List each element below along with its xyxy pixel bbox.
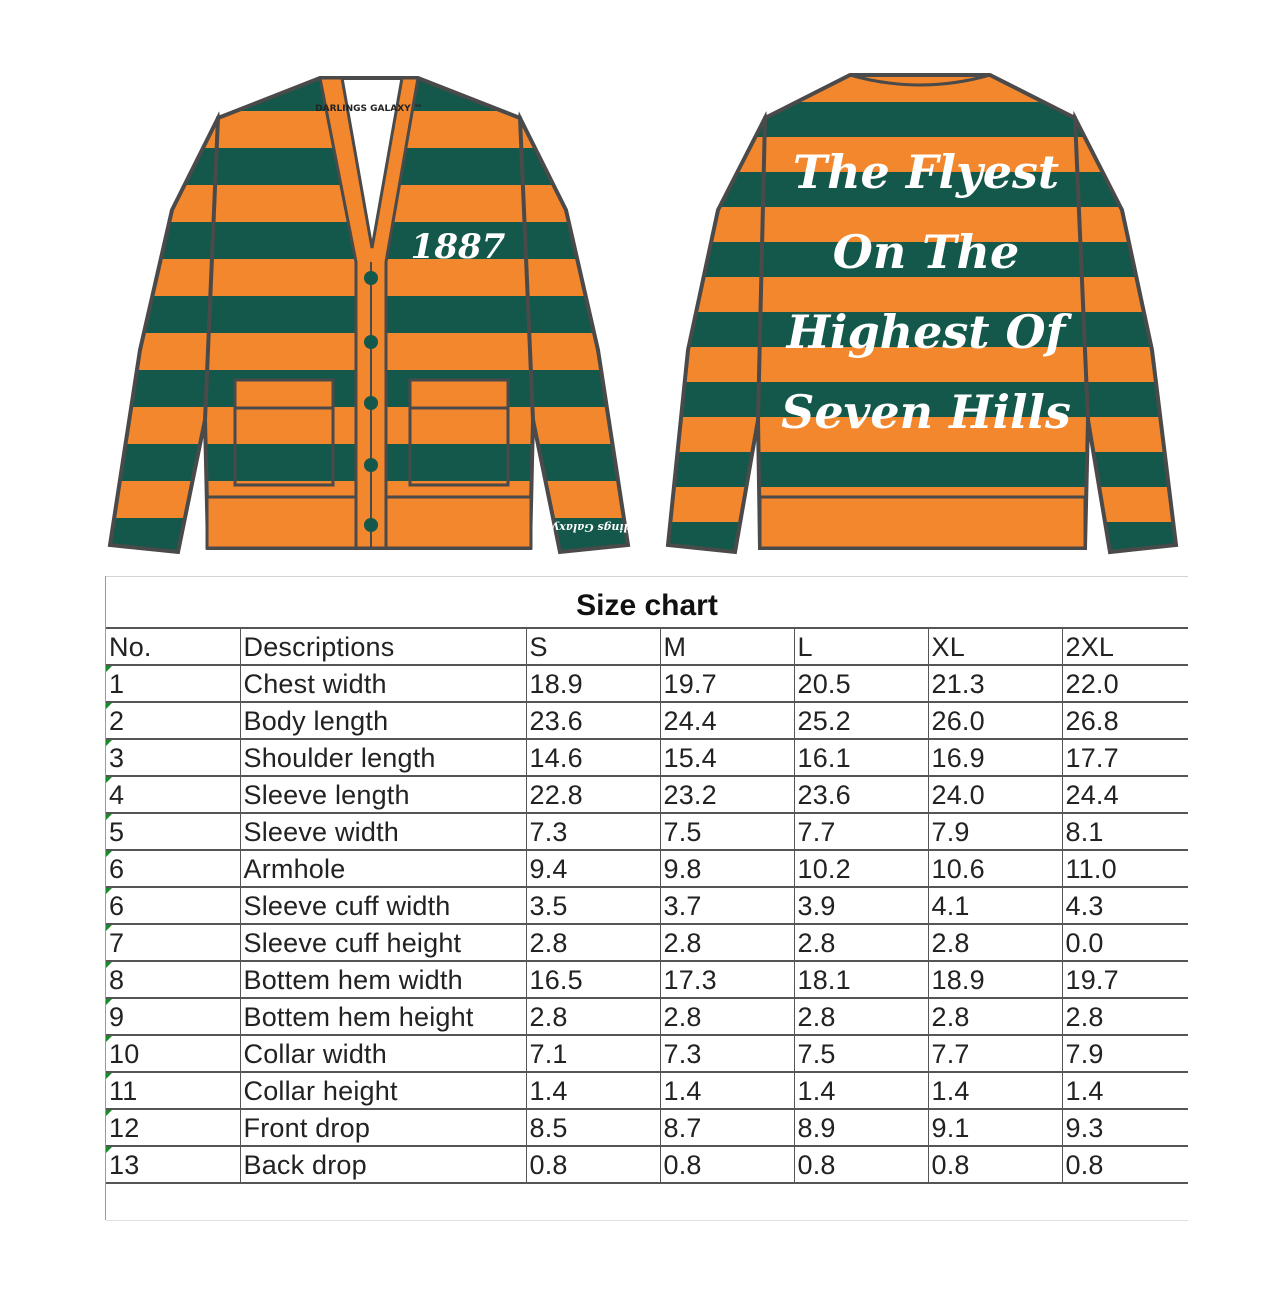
table-row: [106, 702, 1188, 739]
row-number-cell: 7: [106, 924, 240, 961]
size-value-cell: 8.7: [660, 1109, 794, 1146]
row-number-cell: 9: [106, 998, 240, 1035]
back-slogan-line: Highest Of: [786, 305, 1066, 359]
column-header: Descriptions: [240, 628, 526, 665]
size-value-cell: 19.7: [660, 665, 794, 702]
table-body: [106, 665, 1188, 1183]
size-value-cell: 0.0: [1062, 924, 1188, 961]
back-cardigan: [668, 75, 1176, 552]
size-value-cell: 8.5: [526, 1109, 660, 1146]
front-cuff-label: Darlings Galaxy™: [541, 521, 651, 534]
row-number-cell: 10: [106, 1035, 240, 1072]
size-value-cell: 14.6: [526, 739, 660, 776]
size-value-cell: 26.8: [1062, 702, 1188, 739]
back-slogan-line: Seven Hills: [781, 385, 1071, 439]
size-value-cell: 7.3: [526, 813, 660, 850]
size-value-cell: 3.7: [660, 887, 794, 924]
size-value-cell: 16.9: [928, 739, 1062, 776]
description-cell: Bottem hem width: [240, 961, 526, 998]
size-value-cell: 2.8: [660, 998, 794, 1035]
description-cell: Shoulder length: [240, 739, 526, 776]
table-row: [106, 813, 1188, 850]
cardigan-illustrations: [0, 0, 1284, 570]
front-neck-tag: DARLINGS GALAXY ™: [315, 104, 423, 114]
size-value-cell: 9.4: [526, 850, 660, 887]
table-row: [106, 961, 1188, 998]
table-row: [106, 850, 1188, 887]
front-button: [364, 335, 378, 349]
size-value-cell: 25.2: [794, 702, 928, 739]
description-cell: Front drop: [240, 1109, 526, 1146]
description-cell: Collar height: [240, 1072, 526, 1109]
back-hem-band: [760, 497, 1085, 548]
size-value-cell: 20.5: [794, 665, 928, 702]
size-value-cell: 1.4: [660, 1072, 794, 1109]
size-chart-title: Size chart: [106, 576, 1188, 627]
size-value-cell: 2.8: [660, 924, 794, 961]
size-value-cell: 7.9: [928, 813, 1062, 850]
row-number-cell: 6: [106, 850, 240, 887]
size-value-cell: 0.8: [526, 1146, 660, 1183]
description-cell: Armhole: [240, 850, 526, 887]
front-button: [364, 518, 378, 532]
row-number-cell: 11: [106, 1072, 240, 1109]
row-number-cell: 3: [106, 739, 240, 776]
back-slogan-line: On The: [832, 225, 1020, 279]
row-number-cell: 5: [106, 813, 240, 850]
description-cell: Chest width: [240, 665, 526, 702]
front-cardigan: [110, 78, 651, 552]
table-row: [106, 1109, 1188, 1146]
size-value-cell: 3.5: [526, 887, 660, 924]
size-value-cell: 7.7: [794, 813, 928, 850]
row-number-cell: 13: [106, 1146, 240, 1183]
column-header: 2XL: [1062, 628, 1188, 665]
back-slogan-line: The Flyest: [792, 145, 1060, 199]
size-value-cell: 16.1: [794, 739, 928, 776]
size-value-cell: 2.8: [794, 924, 928, 961]
description-cell: Sleeve cuff height: [240, 924, 526, 961]
size-value-cell: 7.7: [928, 1035, 1062, 1072]
size-value-cell: 22.8: [526, 776, 660, 813]
size-value-cell: 0.8: [1062, 1146, 1188, 1183]
size-value-cell: 23.6: [526, 702, 660, 739]
table-row: [106, 1035, 1188, 1072]
size-value-cell: 0.8: [660, 1146, 794, 1183]
row-number-cell: 4: [106, 776, 240, 813]
row-number-cell: 8: [106, 961, 240, 998]
size-value-cell: 0.8: [794, 1146, 928, 1183]
size-value-cell: 11.0: [1062, 850, 1188, 887]
size-value-cell: 2.8: [526, 998, 660, 1035]
size-value-cell: 2.8: [928, 998, 1062, 1035]
table-row: [106, 924, 1188, 961]
size-value-cell: 24.0: [928, 776, 1062, 813]
column-header: No.: [106, 628, 240, 665]
size-value-cell: 21.3: [928, 665, 1062, 702]
size-value-cell: 1.4: [526, 1072, 660, 1109]
size-value-cell: 3.9: [794, 887, 928, 924]
table-footer-spacer: [106, 1184, 1188, 1220]
size-value-cell: 2.8: [794, 998, 928, 1035]
size-value-cell: 18.1: [794, 961, 928, 998]
description-cell: Collar width: [240, 1035, 526, 1072]
size-value-cell: 17.7: [1062, 739, 1188, 776]
column-header: M: [660, 628, 794, 665]
size-value-cell: 2.8: [526, 924, 660, 961]
size-chart: [105, 576, 1188, 1220]
size-value-cell: 10.6: [928, 850, 1062, 887]
description-cell: Sleeve width: [240, 813, 526, 850]
size-value-cell: 17.3: [660, 961, 794, 998]
column-header: XL: [928, 628, 1062, 665]
size-value-cell: 9.3: [1062, 1109, 1188, 1146]
front-chest-number: 1887: [410, 227, 506, 267]
table-row: [106, 887, 1188, 924]
table-row: [106, 998, 1188, 1035]
table-row: [106, 776, 1188, 813]
column-header: S: [526, 628, 660, 665]
size-value-cell: 2.8: [1062, 998, 1188, 1035]
size-value-cell: 7.5: [660, 813, 794, 850]
front-button: [364, 396, 378, 410]
size-value-cell: 23.2: [660, 776, 794, 813]
size-value-cell: 15.4: [660, 739, 794, 776]
front-button: [364, 271, 378, 285]
size-value-cell: 10.2: [794, 850, 928, 887]
table-row: [106, 1072, 1188, 1109]
size-value-cell: 8.9: [794, 1109, 928, 1146]
table-header-row: [106, 628, 1188, 665]
row-number-cell: 1: [106, 665, 240, 702]
size-value-cell: 16.5: [526, 961, 660, 998]
size-value-cell: 7.1: [526, 1035, 660, 1072]
size-value-cell: 24.4: [1062, 776, 1188, 813]
size-value-cell: 4.1: [928, 887, 1062, 924]
description-cell: Sleeve length: [240, 776, 526, 813]
size-value-cell: 2.8: [928, 924, 1062, 961]
description-cell: Back drop: [240, 1146, 526, 1183]
description-cell: Sleeve cuff width: [240, 887, 526, 924]
size-value-cell: 1.4: [794, 1072, 928, 1109]
size-value-cell: 9.8: [660, 850, 794, 887]
row-number-cell: 6: [106, 887, 240, 924]
size-value-cell: 9.1: [928, 1109, 1062, 1146]
description-cell: Bottem hem height: [240, 998, 526, 1035]
size-value-cell: 4.3: [1062, 887, 1188, 924]
size-value-cell: 23.6: [794, 776, 928, 813]
size-value-cell: 22.0: [1062, 665, 1188, 702]
size-value-cell: 1.4: [1062, 1072, 1188, 1109]
size-chart-table: [106, 627, 1188, 1184]
size-value-cell: 1.4: [928, 1072, 1062, 1109]
size-value-cell: 7.9: [1062, 1035, 1188, 1072]
row-number-cell: 12: [106, 1109, 240, 1146]
size-value-cell: 19.7: [1062, 961, 1188, 998]
size-value-cell: 7.3: [660, 1035, 794, 1072]
front-button: [364, 458, 378, 472]
column-header: L: [794, 628, 928, 665]
table-row: [106, 739, 1188, 776]
description-cell: Body length: [240, 702, 526, 739]
table-row: [106, 1146, 1188, 1183]
size-value-cell: 7.5: [794, 1035, 928, 1072]
size-value-cell: 24.4: [660, 702, 794, 739]
size-value-cell: 0.8: [928, 1146, 1062, 1183]
row-number-cell: 2: [106, 702, 240, 739]
size-value-cell: 8.1: [1062, 813, 1188, 850]
size-value-cell: 18.9: [928, 961, 1062, 998]
table-row: [106, 665, 1188, 702]
size-value-cell: 18.9: [526, 665, 660, 702]
size-value-cell: 26.0: [928, 702, 1062, 739]
